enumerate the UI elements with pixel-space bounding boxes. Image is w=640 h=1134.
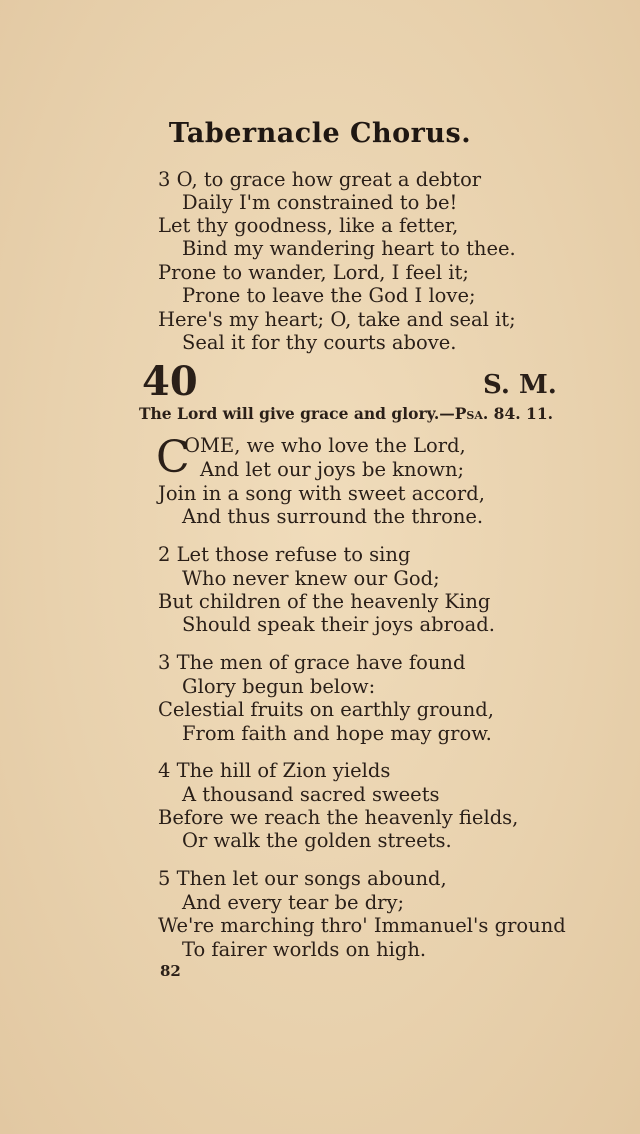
stanza-line: Here's my heart; O, take and seal it; bbox=[158, 308, 516, 331]
stanza-line: 3 O, to grace how great a debtor bbox=[158, 168, 482, 191]
page-number: 82 bbox=[160, 962, 181, 980]
stanza-line: Daily I'm constrained to be! bbox=[182, 191, 458, 214]
stanza-line: Before we reach the heavenly fields, bbox=[158, 806, 519, 829]
hymn-meter: S. M. bbox=[483, 370, 557, 400]
page-title: Tabernacle Chorus. bbox=[168, 118, 472, 149]
stanza-line: Celestial fruits on earthly ground, bbox=[158, 698, 494, 721]
stanza-line: 2 Let those refuse to sing bbox=[158, 543, 411, 566]
stanza-line: Or walk the golden streets. bbox=[182, 829, 452, 852]
stanza-line: And let our joys be known; bbox=[200, 458, 465, 481]
stanza-line: Glory begun below: bbox=[182, 675, 376, 698]
stanza-line: From faith and hope may grow. bbox=[182, 722, 492, 745]
stanza-line: 4 The hill of Zion yields bbox=[158, 759, 391, 782]
stanza-line: Let thy goodness, like a fetter, bbox=[158, 214, 459, 237]
stanza-line: Prone to leave the God I love; bbox=[182, 284, 476, 307]
scripture-reference: Psa. 84. 11. bbox=[454, 404, 554, 423]
stanza-line: Who never knew our God; bbox=[182, 567, 440, 590]
hymn-number: 40 bbox=[142, 358, 198, 405]
stanza-line: 3 The men of grace have found bbox=[158, 651, 466, 674]
stanza-line: Join in a song with sweet accord, bbox=[158, 482, 485, 505]
stanza-line: A thousand sacred sweets bbox=[182, 783, 440, 806]
stanza-line: And every tear be dry; bbox=[182, 891, 405, 914]
stanza-line: Prone to wander, Lord, I feel it; bbox=[158, 261, 469, 284]
stanza-line: 5 Then let our songs abound, bbox=[158, 867, 447, 890]
stanza-line: Bind my wandering heart to thee. bbox=[182, 237, 516, 260]
stanza-line: But children of the heavenly King bbox=[158, 590, 491, 613]
stanza-line: OME, we who love the Lord, bbox=[184, 434, 466, 457]
scripture-epigraph bbox=[139, 406, 553, 422]
stanza-line: Should speak their joys abroad. bbox=[182, 613, 495, 636]
stanza-line: We're marching thro' Immanuel's ground bbox=[158, 914, 566, 937]
stanza-line: Seal it for thy courts above. bbox=[182, 331, 457, 354]
stanza-line: To fairer worlds on high. bbox=[182, 938, 427, 961]
scripture-text: The Lord will give grace and glory.— bbox=[139, 404, 455, 423]
stanza-line: And thus surround the throne. bbox=[182, 505, 484, 528]
drop-cap: C bbox=[156, 432, 190, 483]
